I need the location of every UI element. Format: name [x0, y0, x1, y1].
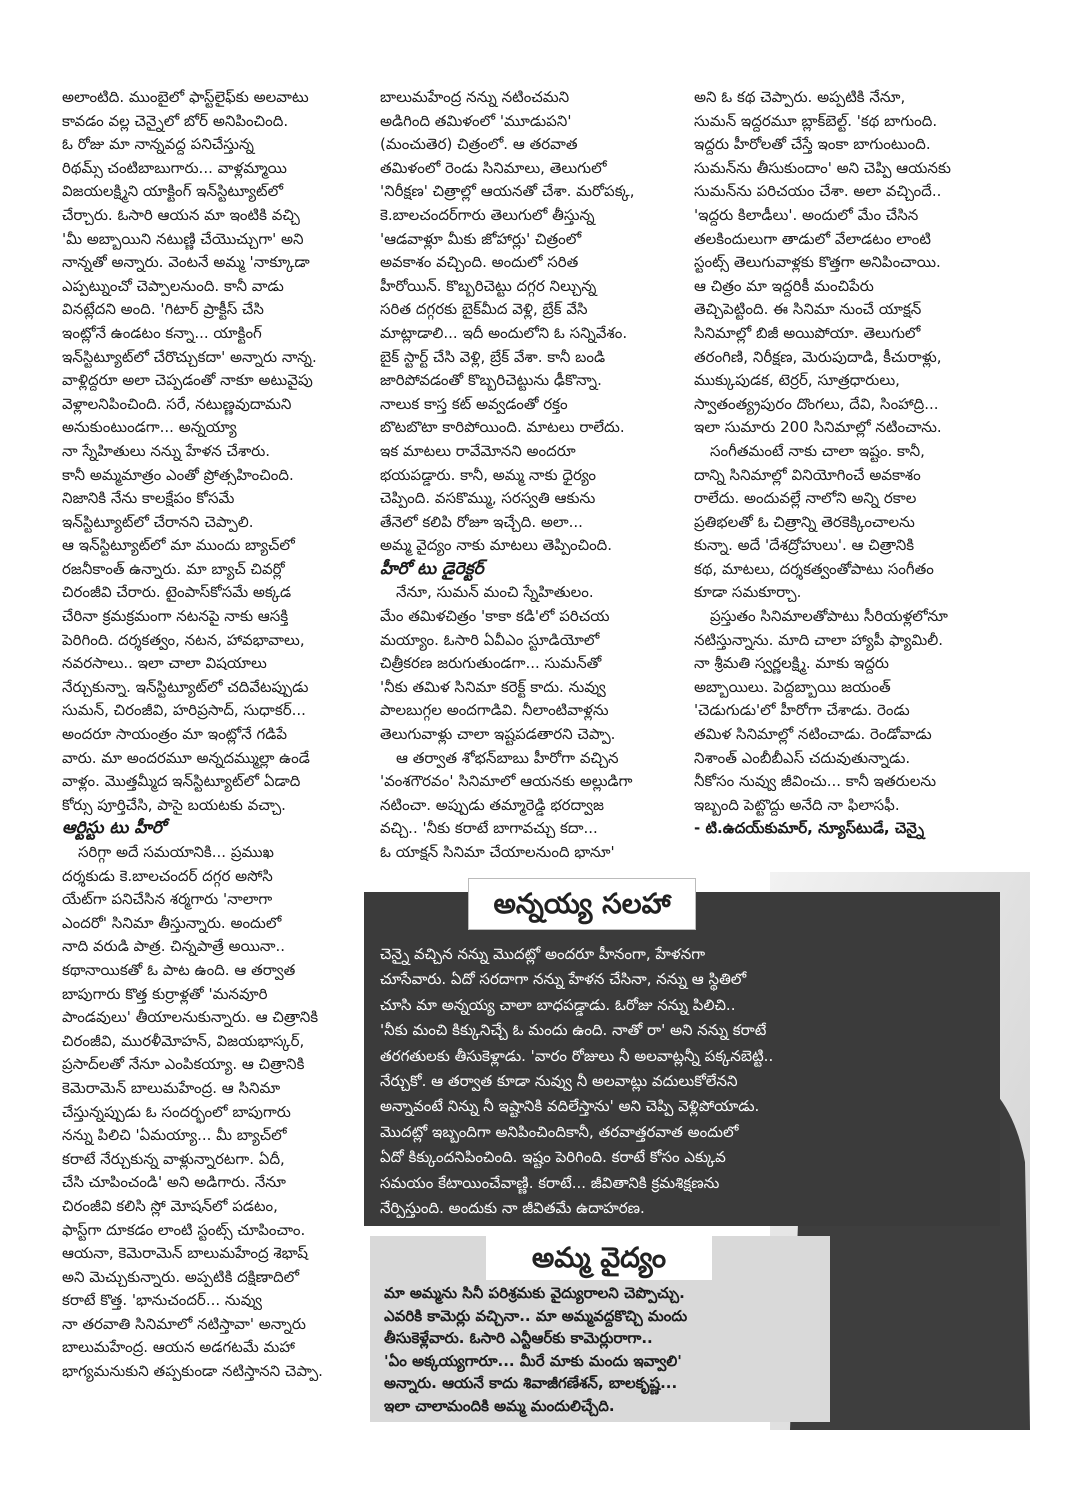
- text-line: కథ, మాటలు, దర్శకత్వంతోపాటు సంగీతం: [694, 559, 934, 578]
- text-line: చిరంజీవి కలిసి స్లో మోషన్‌లో పడటం,: [62, 1196, 278, 1215]
- text-line: మాట్లాడాలి... ఇదీ అందులోని ఓ సన్నివేశం.: [380, 323, 628, 342]
- text-line: బాలుమహేంద్ర నన్ను నటించమని: [380, 88, 570, 106]
- text-line: ప్రతిభలతో ఓ చిత్రాన్ని తెరకెక్కించాలను: [694, 512, 915, 531]
- text-line: చిరంజీవి, మురళీమోహన్, విజయభాస్కర్,: [62, 1031, 305, 1050]
- text-line: సుమన్ ఇద్దరమూ బ్లాక్‌బెల్ట్. 'కథ బాగుంది.: [694, 111, 938, 130]
- box-title: అన్నయ్య సలహా: [468, 878, 696, 930]
- text-line: అందరూ సాయంత్రం మా ఇంట్లోనే గడిపే: [62, 725, 288, 744]
- text-line: రజనీకాంత్ ఉన్నారు. మా బ్యాచ్ చివర్లో: [62, 559, 285, 578]
- text-line: మా అమ్మను సినీ పరిశ్రమకు వైద్యురాలని చెప్పొచ్చు.: [384, 1284, 685, 1302]
- text-line: కానీ అమ్మమాత్రం ఎంతో ప్రోత్సహించింది.: [62, 465, 294, 484]
- text-line: ఆయనా, కెమెరామెన్ బాలుమహేంద్ర శెభాష్: [62, 1244, 308, 1263]
- text-line: కరాటే నేర్చుకున్న వాళ్లున్నారటగా. ఏదీ,: [62, 1149, 285, 1168]
- text-line: చేర్చారు. ఓసారి ఆయన మా ఇంటికి వచ్చి: [62, 205, 300, 224]
- text-line: చేరినా క్రమక్రమంగా నటనపై నాకు ఆసక్తి: [62, 607, 289, 626]
- text-line: సుమన్‌ను తీసుకుందాం' అని చెప్పి ఆయనకు: [694, 158, 951, 177]
- text-line: వినట్లేదని అంది. 'గిటార్ ప్రాక్టీస్ చేసి: [62, 300, 264, 319]
- text-line: 'నీకు మంచి కిక్కునిచ్చే ఓ మందు ఉంది. నాతో రా' అని నన్ను కరాటే: [380, 1021, 767, 1040]
- text-line: చేసి చూపించండి' అని అడిగారు. నేనూ: [62, 1173, 286, 1192]
- text-line: నా స్నేహితులు నన్ను హేళన చేశారు.: [62, 441, 271, 460]
- text-line: కథానాయికతో ఓ పాట ఉంది. ఆ తర్వాత: [62, 960, 296, 979]
- text-line: ఇక మాటలు రావేమోనని అందరూ: [380, 441, 576, 460]
- text-line: చూసేవారు. ఏదో సరదాగా నన్ను హేళన చేసినా, నన్ను ఆ స్థితిలో: [380, 970, 747, 989]
- text-line: తమిళంలో రెండు సినిమాలు, తెలుగులో: [380, 158, 607, 177]
- text-line: అనుకుంటుండగా... అన్నయ్యా: [62, 418, 237, 437]
- text-line: కె.బాలచందర్‌గారు తెలుగులో తీస్తున్న: [380, 205, 595, 224]
- text-line: సమయం కేటాయించేవాణ్ణి. కరాటే... జీవితానికి క్రమశిక్షణను: [380, 1173, 720, 1192]
- text-line: సినిమాల్లో బిజీ అయిపోయా. తెలుగులో: [694, 323, 921, 342]
- text-line: (మంచుతెర) చిత్రంలో. ఆ తరవాత: [380, 135, 578, 154]
- text-line: ఎవరికి కామెర్లు వచ్చినా.. మా అమ్మవద్దకొచ్చి మందు: [384, 1306, 688, 1325]
- text-line: కూడా సమకూర్చా.: [694, 583, 802, 602]
- text-line: నన్ను పిలిచి 'ఏమయ్యా... మీ బ్యాచ్‌లో: [62, 1126, 287, 1145]
- text-line: పాలబుగ్గల అందగాడివి. నీలాంటివాళ్లను: [380, 701, 609, 720]
- text-line: నేనూ, సుమన్ మంచి స్నేహితులం.: [396, 583, 594, 602]
- text-line: చేస్తున్నప్పుడు ఓ సందర్భంలో బాపుగారు: [62, 1102, 291, 1121]
- text-line: దాన్ని సినిమాల్లో వినియోగించే అవకాశం: [694, 465, 921, 484]
- text-line: తెలుగువాళ్లు చాలా ఇష్టపడతారని చెప్పా.: [380, 725, 616, 744]
- text-line: భయపడ్డారు. కానీ, అమ్మ నాకు ధైర్యం: [380, 465, 597, 484]
- text-line: ఇబ్బంది పెట్టొద్దు అనేది నా ఫిలాసఫీ.: [694, 795, 900, 814]
- text-line: అని మెచ్చుకున్నారు. అప్పటికి దక్షిణాదిలో: [62, 1267, 300, 1286]
- text-line: వాళ్లిద్దరూ అలా చెప్పడంతో నాకూ అటువైపు: [62, 371, 313, 390]
- text-line: కోర్సు పూర్తిచేసి, పాసై బయటకు వచ్చా.: [62, 795, 286, 814]
- text-line: వారు. మా అందరమూ అన్నదమ్ముల్లా ఉండే: [62, 748, 310, 767]
- text-line: ఇంట్లోనే ఉండటం కన్నా... యాక్టింగ్: [62, 323, 262, 342]
- text-line: పెరిగింది. దర్శకత్వం, నటన, హావభావాలు,: [62, 630, 305, 649]
- text-line: తీసుకెళ్లేవారు. ఓసారి ఎన్టీఆర్‌కు కామెర్లురాగా..: [384, 1329, 653, 1348]
- text-line: పాండవులు' తీయాలనుకున్నారు. ఆ చిత్రానికి: [62, 1008, 319, 1027]
- text-line: చిరంజీవి చేరారు. టైంపాస్‌కోసమే అక్కడ: [62, 583, 292, 602]
- text-line: ఏదో కిక్కుందనిపించింది. ఇష్టం పెరిగింది. కరాటే కోసం ఎక్కువ: [380, 1148, 726, 1167]
- text-line: తరంగిణి, నిరీక్షణ, మెరుపుదాడి, కీచురాళ్లు,: [694, 347, 942, 366]
- text-line: ప్రసాద్‌లతో నేనూ ఎంపికయ్యా. ఆ చిత్రానికి: [62, 1055, 305, 1074]
- text-line: కున్నా. అదే 'దేశద్రోహులు'. ఆ చిత్రానికి: [694, 536, 915, 555]
- sidebar-box-amma-vaidyam: [370, 1236, 830, 1422]
- text-line: ఎందరో' సినిమా తీస్తున్నారు. అందులో: [62, 913, 282, 932]
- text-line: నేర్చుకో. ఆ తర్వాత కూడా నువ్వు నీ అలవాట్లు వదులుకోలేనని: [380, 1071, 738, 1090]
- sidebar-box-annayya-salaha: [364, 887, 1000, 1226]
- text-line: చెప్పింది. వసకొమ్ము, సరస్వతి ఆకును: [380, 489, 596, 508]
- text-line: ఆ ఇన్‌స్టిట్యూట్‌లో మా ముందు బ్యాచ్‌లో: [62, 536, 295, 555]
- text-line: అబ్బాయిలు. పెద్దబ్బాయి జయంత్: [694, 677, 891, 696]
- text-line: తరగతులకు తీసుకెళ్లాడు. 'వారం రోజులు నీ అలవాట్లన్నీ పక్కనబెట్టి..: [380, 1046, 774, 1065]
- text-line: అడిగింది తమిళంలో 'మూడుపని': [380, 111, 572, 130]
- text-line: నా శ్రీమతి స్వర్ణలక్ష్మి. మాకు ఇద్దరు: [694, 654, 889, 673]
- text-line: అమ్మ వైద్యం నాకు మాటలు తెప్పించింది.: [380, 536, 613, 555]
- text-line: విజయలక్ష్మిని యాక్టింగ్ ఇన్‌స్టిట్యూట్‌లో: [62, 182, 284, 201]
- text-line: నేర్పిస్తుంది. అందుకు నా జీవితమే ఉదాహరణ.: [380, 1198, 645, 1217]
- text-line: వెళ్లాలనిపించింది. సరే, నటుణ్ణవుదామని: [62, 394, 292, 413]
- text-line: జారిపోవడంతో కొబ్బరిచెట్టును ఢీకొన్నా.: [380, 371, 602, 390]
- text-line: చూసి మా అన్నయ్య చాలా బాధపడ్డాడు. ఓరోజు నన్ను పిలిచి..: [380, 995, 736, 1014]
- text-line: తేనెలో కలిపి రోజూ ఇచ్చేది. అలా...: [380, 512, 583, 531]
- text-line: బైక్ స్టార్ట్ చేసి వెళ్లి, బ్రేక్ వేశా. కానీ బండి: [380, 347, 606, 366]
- article-column-1: [62, 86, 354, 1384]
- text-line: 'చెడుగుడు'లో హీరోగా చేశాడు. రెండు: [694, 701, 910, 720]
- text-line: యేట్‌గా పనిచేసిన శర్మగారు 'నాలాగా: [62, 890, 273, 909]
- text-line: భాగ్యమనుకుని తప్పకుండా నటిస్తానని చెప్పా.: [62, 1362, 323, 1381]
- text-line: సరిత దగ్గరకు బైక్‌మీద వెళ్లి, బ్రేక్ వేసి: [380, 300, 588, 319]
- text-line: 'నీకు తమిళ సినిమా కరెక్ట్ కాదు. నువ్వు: [380, 677, 606, 696]
- byline: - టి.ఉదయ్‌కుమార్, న్యూస్‌టుడే, చెన్నై: [694, 819, 925, 838]
- text-line: ఆ చిత్రం మా ఇద్దరికీ మంచిపేరు: [694, 276, 874, 295]
- text-line: తమిళ సినిమాల్లో నటించాడు. రెండోవాడు: [694, 725, 932, 744]
- article-column-2: [380, 86, 665, 865]
- text-line: ఎప్పట్నుంచో చెప్పాలనుంది. కానీ వాడు: [62, 276, 284, 295]
- text-line: అన్నారు. ఆయనే కాదు శివాజీగణేశన్, బాలకృష్ణ...: [384, 1374, 678, 1393]
- text-line: ఇలా చాలామందికి అమ్మ మందులిచ్చేది.: [384, 1396, 615, 1415]
- text-line: రాలేదు. అందువల్లే నాలోని అన్ని రకాల: [694, 489, 917, 508]
- text-line: స్టంట్స్ తెలుగువాళ్లకు కొత్తగా అనిపించాయి.: [694, 253, 941, 272]
- box-title: అమ్మ వైద్యం: [486, 1236, 712, 1280]
- text-line: ఓ యాక్షన్ సినిమా చేయాలనుంది భానూ': [380, 843, 615, 861]
- text-line: 'ఇద్దరు కిలాడీలు'. అందులో మేం చేసిన: [694, 205, 919, 224]
- text-line: ప్రస్తుతం సినిమాలతోపాటు సీరియళ్లలోనూ: [710, 607, 948, 626]
- section-heading: హీరో టు డైరెక్టర్: [380, 558, 484, 579]
- text-line: స్వాతంత్య్రపురం దొంగలు, దేవి, సింహాద్రి...: [694, 394, 939, 413]
- text-line: ఇలా సుమారు 200 సినిమాల్లో నటించాను.: [694, 418, 942, 437]
- text-line: నేర్చుకున్నా. ఇన్‌స్టిట్యూట్‌లో చదివేటప్పుడు: [62, 677, 309, 696]
- text-line: వాళ్లం. మొత్తమ్మీద ఇన్‌స్టిట్యూట్‌లో ఏడాది: [62, 772, 301, 791]
- text-line: దర్శకుడు కె.బాలచందర్ దగ్గర అసోసి: [62, 866, 273, 885]
- text-line: బొటబొటా కారిపోయింది. మాటలు రాలేదు.: [380, 418, 625, 437]
- text-line: బాపుగారు కొత్త కుర్రాళ్లతో 'మనవూరి: [62, 984, 268, 1003]
- box-body: [380, 942, 773, 1221]
- text-line: అలాంటిది. ముంబైలో ఫాస్ట్‌లైఫ్‌కు అలవాటు: [62, 88, 309, 106]
- text-line: మేం తమిళచిత్రం 'కాకా కడి'లో పరిచయ: [380, 607, 610, 626]
- text-line: రిథమ్స్ చంటిబాబుగారు... వాళ్లమ్మాయి: [62, 158, 287, 177]
- text-line: బాలుమహేంద్ర. ఆయన అడగటమే మహా: [62, 1338, 295, 1357]
- text-line: నాది వరుడి పాత్ర. చిన్నపాత్రే అయినా..: [62, 937, 286, 956]
- text-line: కరాటే కొత్త. 'భానుచందర్... నువ్వు: [62, 1291, 263, 1310]
- article-column-3: [694, 86, 1016, 841]
- text-line: ఆ తర్వాత శోభన్‌బాబు హీరోగా వచ్చిన: [396, 748, 619, 767]
- text-line: నిజానికి నేను కాలక్షేపం కోసమే: [62, 489, 235, 508]
- text-line: హీరోయిన్. కొబ్బరిచెట్టు దగ్గర నిల్చున్న: [380, 276, 597, 295]
- text-line: వచ్చి.. 'నీకు కరాటే బాగావచ్చు కదా...: [380, 819, 598, 838]
- text-line: సరిగ్గా అదే సమయానికి... ప్రముఖ: [78, 843, 274, 861]
- text-line: చిత్రీకరణ జరుగుతుండగా... సుమన్‌తో: [380, 654, 602, 673]
- text-line: నటించా. అప్పుడు తమ్మారెడ్డి భరద్వాజ: [380, 795, 604, 814]
- text-line: కావడం వల్ల చెన్నైలో బోర్ అనిపించింది.: [62, 111, 289, 130]
- text-line: నా తరవాతి సినిమాలో నటిస్తావా' అన్నారు: [62, 1314, 306, 1333]
- text-line: 'ఏం అక్కయ్యగారూ... మీరే మాకు మందు ఇవ్వాలి': [384, 1351, 682, 1370]
- text-line: తెచ్చిపెట్టింది. ఈ సినిమా నుంచే యాక్షన్: [694, 300, 922, 319]
- section-heading: ఆర్టిస్టు టు హీరో: [62, 818, 166, 839]
- text-line: ఫాస్ట్‌గా దూకడం లాంటి స్టంట్స్ చూపించాం.: [62, 1220, 306, 1239]
- text-line: 'ఆడవాళ్లూ మీకు జోహార్లు' చిత్రంలో: [380, 229, 582, 248]
- text-line: నాలుక కాస్త కట్ అవ్వడంతో రక్తం: [380, 394, 568, 413]
- text-line: కెమెరామెన్ బాలుమహేంద్ర. ఆ సినిమా: [62, 1078, 281, 1097]
- text-line: మయ్యాం. ఓసారి ఏవీఎం స్టూడియోలో: [380, 630, 600, 649]
- text-line: ఇద్దరు హీరోలతో చేస్తే ఇంకా బాగుంటుంది.: [694, 135, 931, 154]
- text-line: నవరసాలు.. ఇలా చాలా విషయాలు: [62, 654, 267, 673]
- text-line: అని ఓ కథ చెప్పారు. అప్పటికి నేనూ,: [694, 88, 906, 106]
- text-line: నీకోసం నువ్వు జీవించు... కానీ ఇతరులను: [694, 772, 937, 791]
- text-line: నిశాంత్ ఎంబీబీఎస్ చదువుతున్నాడు.: [694, 748, 911, 767]
- text-line: ముక్కుపుడక, టెర్రర్, సూత్రధారులు,: [694, 371, 900, 390]
- text-line: ఓ రోజు మా నాన్నవద్ద పనిచేస్తున్న: [62, 135, 254, 154]
- text-line: 'నిరీక్షణ' చిత్రాల్లో ఆయనతో చేశా. మరోపక్క,: [380, 182, 635, 201]
- text-line: చెన్నై వచ్చిన నన్ను మొదట్లో అందరూ హీనంగా, హేళనగా: [380, 945, 706, 963]
- text-line: సుమన్‌ను పరిచయం చేశా. అలా వచ్చిందే..: [694, 182, 942, 201]
- text-line: నాన్నతో అన్నారు. వెంటనే అమ్మ 'నాక్కూడా: [62, 253, 310, 272]
- text-line: 'వంశగౌరవం' సినిమాలో ఆయనకు అల్లుడిగా: [380, 772, 633, 791]
- text-line: మొదట్లో ఇబ్బందిగా అనిపించిందికానీ, తరవాత్తరవాత అందులో: [380, 1122, 739, 1141]
- text-line: తలకిందులుగా తాడులో వేలాడటం లాంటి: [694, 229, 931, 248]
- text-line: ఇన్‌స్టిట్యూట్‌లో చేరానని చెప్పాలి.: [62, 512, 254, 531]
- text-line: అన్నావంటే నిన్ను నీ ఇష్టానికి వదిలేస్తాను' అని చెప్పి వెళ్లిపోయాడు.: [380, 1097, 760, 1116]
- text-line: సంగీతమంటే నాకు చాలా ఇష్టం. కానీ,: [710, 441, 925, 460]
- text-line: సుమన్, చిరంజీవి, హరిప్రసాద్, సుధాకర్...: [62, 701, 306, 720]
- text-line: ఇన్‌స్టిట్యూట్‌లో చేరొచ్చుకదా' అన్నారు నాన్న.: [62, 347, 317, 366]
- text-line: 'మీ అబ్బాయిని నటుణ్ణి చేయొచ్చుగా' అని: [62, 229, 304, 248]
- text-line: అవకాశం వచ్చింది. అందులో సరిత: [380, 253, 579, 272]
- text-line: నటిస్తున్నాను. మాది చాలా హ్యాపీ ఫ్యామిలీ.: [694, 630, 943, 649]
- box-body: [384, 1282, 687, 1418]
